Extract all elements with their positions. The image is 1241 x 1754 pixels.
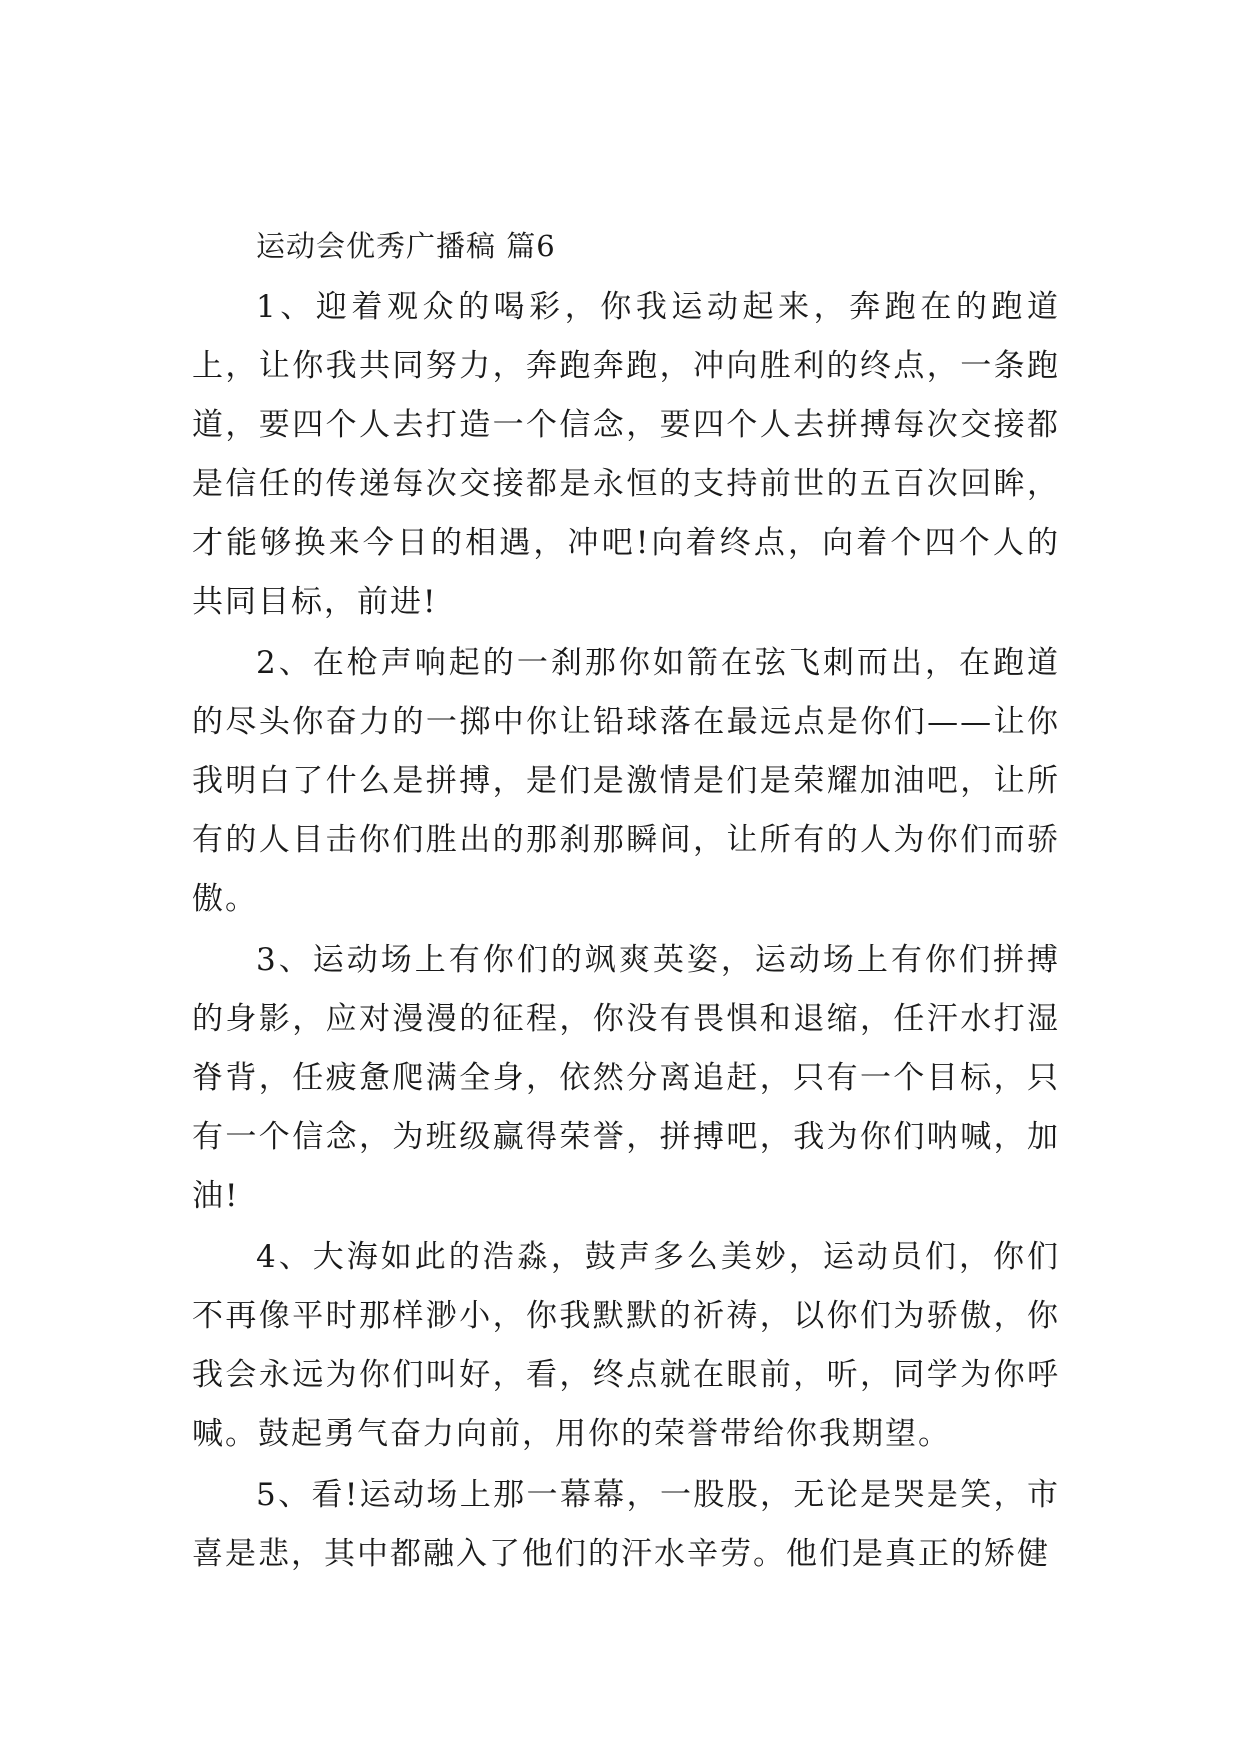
paragraph-2: 2、在枪声响起的一刹那你如箭在弦飞刺而出，在跑道的尽头你奋力的一掷中你让铅球落在最远点是你们——让你我明白了什么是拼搏，是们是激情是们是荣耀加油吧，让所有的人目击你们胜出的那刹那瞬间，让所有的人为你们而骄傲。: [192, 645, 1060, 917]
paragraph-3: 3、运动场上有你们的飒爽英姿，运动场上有你们拼搏的身影，应对漫漫的征程，你没有畏惧和退缩，任汗水打湿脊背，任疲惫爬满全身，依然分离追赶，只有一个目标，只有一个信念，为班级赢得荣誉，拼搏吧，我为你们呐喊，加油!: [192, 942, 1060, 1214]
document-page: [192, 220, 1060, 1586]
paragraph-4: 4、大海如此的浩淼，鼓声多么美妙，运动员们，你们不再像平时那样渺小，你我默默的祈祷，以你们为骄傲，你我会永远为你们叫好，看，终点就在眼前，听，同学为你呼喊。鼓起勇气奋力向前，用你的荣誉带给你我期望。: [192, 1239, 1060, 1452]
paragraph-5: 5、看!运动场上那一幕幕，一股股，无论是哭是笑，市喜是悲，其中都融入了他们的汗水辛劳。他们是真正的矫健: [192, 1477, 1060, 1572]
document-title: 运动会优秀广播稿 篇6: [256, 229, 556, 263]
paragraph-1: 1、迎着观众的喝彩，你我运动起来，奔跑在的跑道上，让你我共同努力，奔跑奔跑，冲向胜利的终点，一条跑道，要四个人去打造一个信念，要四个人去拼搏每次交接都是信任的传递每次交接都是永恒的支持前世的五百次回眸，才能够换来今日的相遇，冲吧!向着终点，向着个四个人的共同目标，前进!: [192, 289, 1060, 620]
